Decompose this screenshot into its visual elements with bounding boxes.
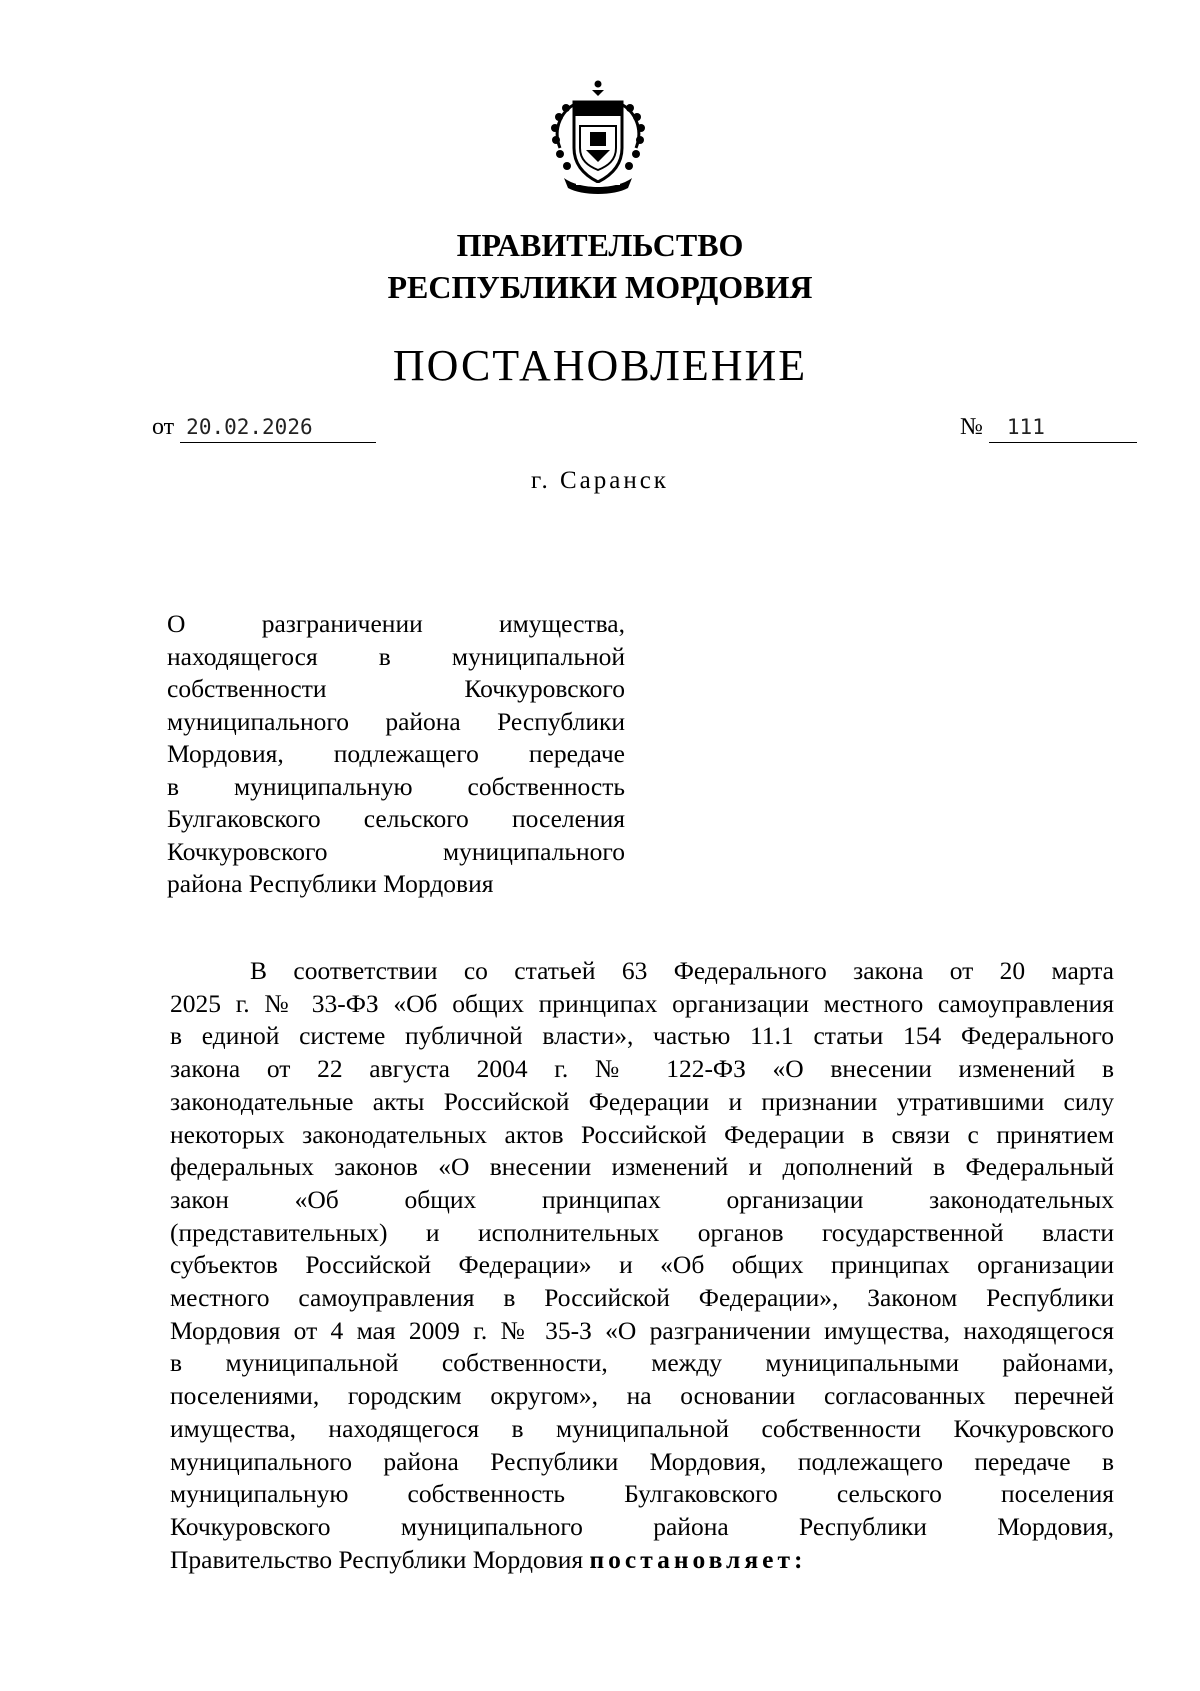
coat-of-arms-icon	[540, 78, 656, 200]
body-line: 2025 г. № 33-ФЗ «Об общих принципах организации местного самоуправления	[170, 988, 1114, 1018]
document-subject	[167, 608, 625, 901]
subject-line: района Республики Мордовия	[167, 869, 494, 898]
organization-name-line1: ПРАВИТЕЛЬСТВО	[456, 227, 744, 263]
resolve-word: постановляет:	[589, 1544, 807, 1574]
body-line: поселениями, городским округом», на основании согласованных перечней	[170, 1381, 1114, 1411]
subject-line: муниципального района Республики	[167, 706, 625, 736]
body-line: муниципального района Республики Мордовия, подлежащего передаче в	[170, 1446, 1114, 1476]
body-line: федеральных законов «О внесении изменений и дополнений в Федеральный	[170, 1152, 1114, 1182]
document-type: ПОСТАНОВЛЕНИЕ	[392, 341, 808, 390]
subject-line: Кочкуровского муниципального	[167, 836, 625, 866]
body-line: некоторых законодательных актов Российской Федерации в связи с принятием	[170, 1119, 1114, 1149]
body-line: субъектов Российской Федерации» и «Об общих принципах организации	[170, 1250, 1114, 1280]
document-date	[152, 412, 376, 443]
subject-line: О разграничении имущества,	[167, 609, 625, 638]
subject-line: находящегося в муниципальной	[167, 641, 625, 671]
number-label: №	[960, 414, 983, 440]
body-line: муниципальную собственность Булгаковского сельского поселения	[170, 1479, 1114, 1509]
document-body	[170, 955, 1114, 1576]
organization-name-line2: РЕСПУБЛИКИ МОРДОВИЯ	[387, 269, 813, 305]
body-line: в единой системе публичной власти», частью 11.1 статьи 154 Федерального	[170, 1021, 1114, 1051]
body-line: (представительных) и исполнительных органов государственной власти	[170, 1217, 1114, 1247]
body-last-line-text: Правительство Республики Мордовия	[170, 1544, 584, 1574]
body-line: В соответствии со статьей 63 Федерального закона от 20 марта	[250, 956, 1114, 985]
date-label: от	[152, 414, 175, 440]
city: г. Саранск	[531, 467, 669, 494]
body-line: закона от 22 августа 2004 г. № 122-ФЗ «О внесении изменений в	[170, 1054, 1114, 1084]
document-number	[960, 412, 1137, 443]
body-line: в муниципальной собственности, между муниципальными районами,	[170, 1348, 1114, 1378]
body-line: Кочкуровского муниципального района Республики Мордовия,	[170, 1511, 1114, 1541]
date-value: 20.02.2026	[180, 412, 376, 443]
body-line: законодательные акты Российской Федерации и признании утратившими силу	[170, 1086, 1114, 1116]
body-last-line	[170, 1544, 1114, 1577]
subject-line: Мордовия, подлежащего передаче	[167, 739, 625, 768]
subject-line: собственности Кочкуровского	[167, 674, 625, 703]
number-value: 111	[989, 412, 1137, 443]
body-line: имущества, находящегося в муниципальной собственности Кочкуровского	[170, 1413, 1114, 1443]
subject-line: Булгаковского сельского поселения	[167, 804, 625, 833]
body-line: местного самоуправления в Российской Федерации», Законом Республики	[170, 1283, 1114, 1313]
subject-line: в муниципальную собственность	[167, 771, 625, 801]
body-line: закон «Об общих принципах организации законодательных	[170, 1184, 1114, 1214]
body-line: Мордовия от 4 мая 2009 г. № 35-З «О разграничении имущества, находящегося	[170, 1315, 1114, 1345]
